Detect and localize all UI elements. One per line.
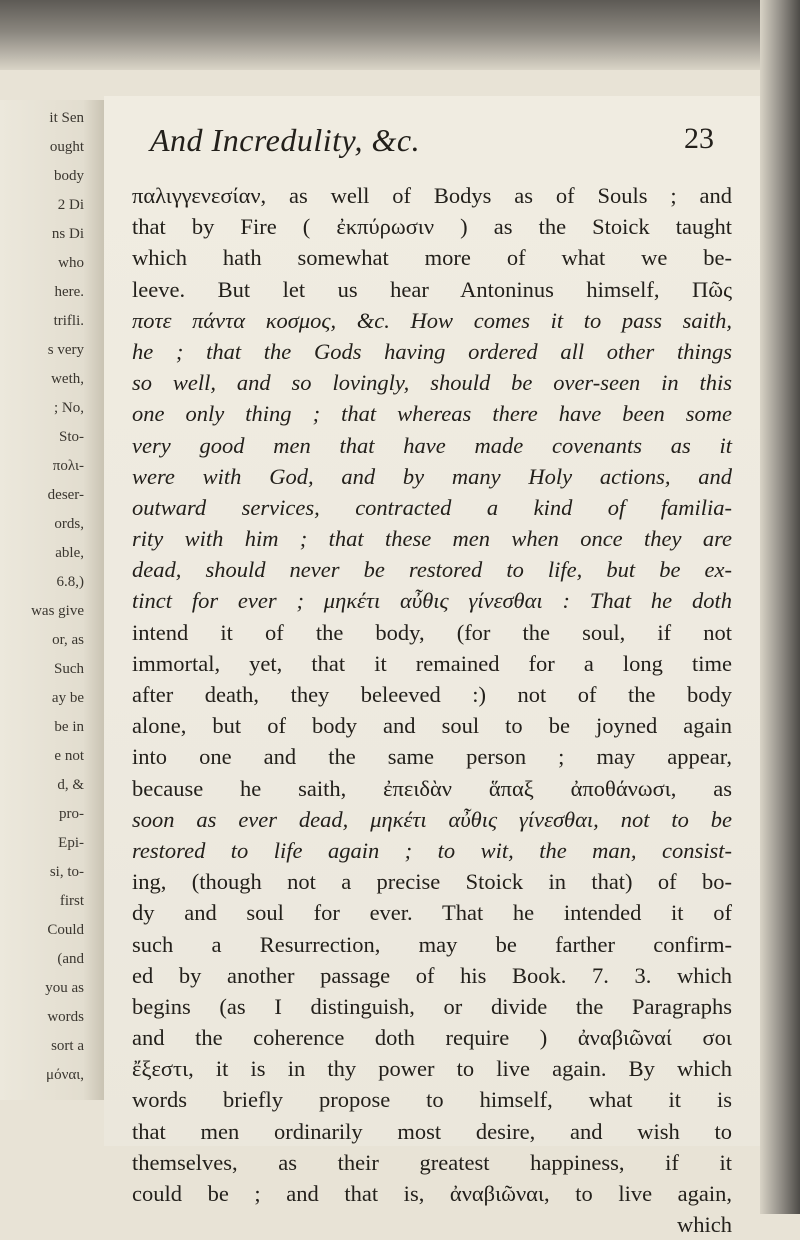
facing-page-fragment: 6.8,) (56, 574, 84, 590)
facing-page-fragment: πολι- (52, 458, 84, 474)
facing-page-fragment: si, to- (49, 864, 84, 880)
facing-page-fragment: weth, (51, 371, 84, 387)
facing-page-fragment: μόναι, (46, 1067, 84, 1083)
facing-page-fragment: trifli. (53, 313, 84, 329)
facing-page-fragment: you as (45, 980, 84, 996)
facing-page-fragment: Epi- (58, 835, 84, 851)
facing-page-fragment: words (47, 1009, 84, 1025)
facing-page-fragment: or, as (52, 632, 84, 648)
facing-page-fragment: ords, (54, 516, 84, 532)
text-line: were with God, and by many Holy actions, and (132, 463, 732, 489)
text-line: so well, and so lovingly, should be over-seen in this (132, 370, 732, 396)
facing-page-fragment: it Sen (49, 110, 84, 126)
binding-shadow-right (760, 0, 800, 1214)
text-line: which hath somewhat more of what we be- (132, 245, 732, 271)
facing-page-fragment: ns Di (51, 226, 84, 242)
facing-page-fragment: ; No, (54, 400, 84, 416)
running-head-title: And Incredulity, &c. (150, 122, 421, 158)
facing-page-fragment: d, & (57, 777, 84, 793)
facing-page-fragment: be in (54, 719, 84, 735)
text-line: begins (as I distinguish, or divide the Paragraphs (132, 993, 732, 1019)
text-line: restored to life again ; to wit, the man, consist- (132, 837, 732, 863)
facing-page-fragment: was give (31, 603, 84, 619)
text-line: ed by another passage of his Book. 7. 3. which (132, 962, 732, 988)
text-line: outward services, contracted a kind of familia- (132, 494, 732, 520)
text-line: one only thing ; that whereas there have been some (132, 401, 732, 427)
text-line: very good men that have made covenants as it (132, 432, 732, 458)
facing-page-fragment: pro- (59, 806, 84, 822)
text-line: ἔξεστι, it is in thy power to live again. By which (132, 1056, 732, 1082)
body-text (132, 180, 732, 1240)
facing-page-fragment: first (59, 893, 84, 909)
facing-page-fragment: e not (54, 748, 84, 764)
facing-page-fragment: able, (55, 545, 84, 561)
text-line: that by Fire ( ἐκπύρωσιν ) as the Stoick taught (132, 214, 732, 240)
facing-page-fragment: Could (47, 922, 84, 938)
text-line: after death, they beleeved :) not of the body (132, 682, 732, 707)
facing-page-fragment: ay be (51, 690, 84, 706)
facing-page-fragment: here. (54, 284, 84, 300)
text-line: ποτε πάντα κοσμος, &c. How comes it to pass saith, (132, 307, 732, 333)
text-line: dead, should never be restored to life, but be ex- (132, 557, 732, 583)
text-line: dy and soul for ever. That he intended it of (132, 900, 732, 926)
facing-page-fragment: s very (47, 342, 84, 358)
text-line: he ; that the Gods having ordered all other things (132, 338, 732, 364)
facing-page-fragment: body (54, 168, 84, 184)
text-line: words briefly propose to himself, what it is (132, 1087, 732, 1113)
page-number: 23 (684, 122, 714, 155)
facing-page-fragment: ought (49, 139, 84, 155)
facing-page-edge (0, 100, 106, 1100)
text-line: could be ; and that is, ἀναβιῶναι, to live again, (132, 1181, 732, 1206)
text-line: into one and the same person ; may appear, (132, 744, 732, 770)
text-line: such a Resurrection, may be farther confirm- (132, 931, 732, 957)
facing-page-fragment: (and (57, 951, 84, 967)
facing-page-fragment: deser- (47, 487, 84, 503)
running-head (150, 122, 714, 162)
text-line: intend it of the body, (for the soul, if not (132, 619, 732, 645)
text-line: ing, (though not a precise Stoick in that) of bo- (132, 869, 732, 895)
text-line: παλιγγενεσίαν, as well of Bodys as of Souls ; and (132, 183, 732, 208)
text-line: that men ordinarily most desire, and wish to (132, 1118, 732, 1144)
text-line: alone, but of body and soul to be joyned again (132, 713, 732, 739)
text-line: rity with him ; that these men when once they are (132, 526, 732, 552)
facing-page-fragment: Such (54, 661, 84, 677)
text-line: leeve. But let us hear Antoninus himself, Πῶς (132, 276, 732, 302)
facing-page-fragment: 2 Di (57, 197, 84, 213)
book-page (104, 96, 760, 1238)
text-line: and the coherence doth require ) ἀναβιῶναί σοι (132, 1025, 732, 1051)
text-line: themselves, as their greatest happiness, if it (132, 1149, 732, 1175)
binding-shadow-top (0, 0, 800, 70)
facing-page-fragment: who (58, 255, 84, 271)
text-line: because he saith, ἐπειδὰν ἅπαξ ἀποθάνωσι, as (132, 775, 732, 801)
text-line: tinct for ever ; μηκέτι αὖθις γίνεσθαι : That he doth (132, 588, 732, 614)
text-line: immortal, yet, that it remained for a long time (132, 650, 732, 676)
text-line: which (677, 1212, 732, 1238)
facing-page-fragment: sort a (51, 1038, 84, 1054)
facing-page-fragment: Sto- (58, 429, 84, 445)
text-line: soon as ever dead, μηκέτι αὖθις γίνεσθαι, not to be (132, 806, 732, 832)
